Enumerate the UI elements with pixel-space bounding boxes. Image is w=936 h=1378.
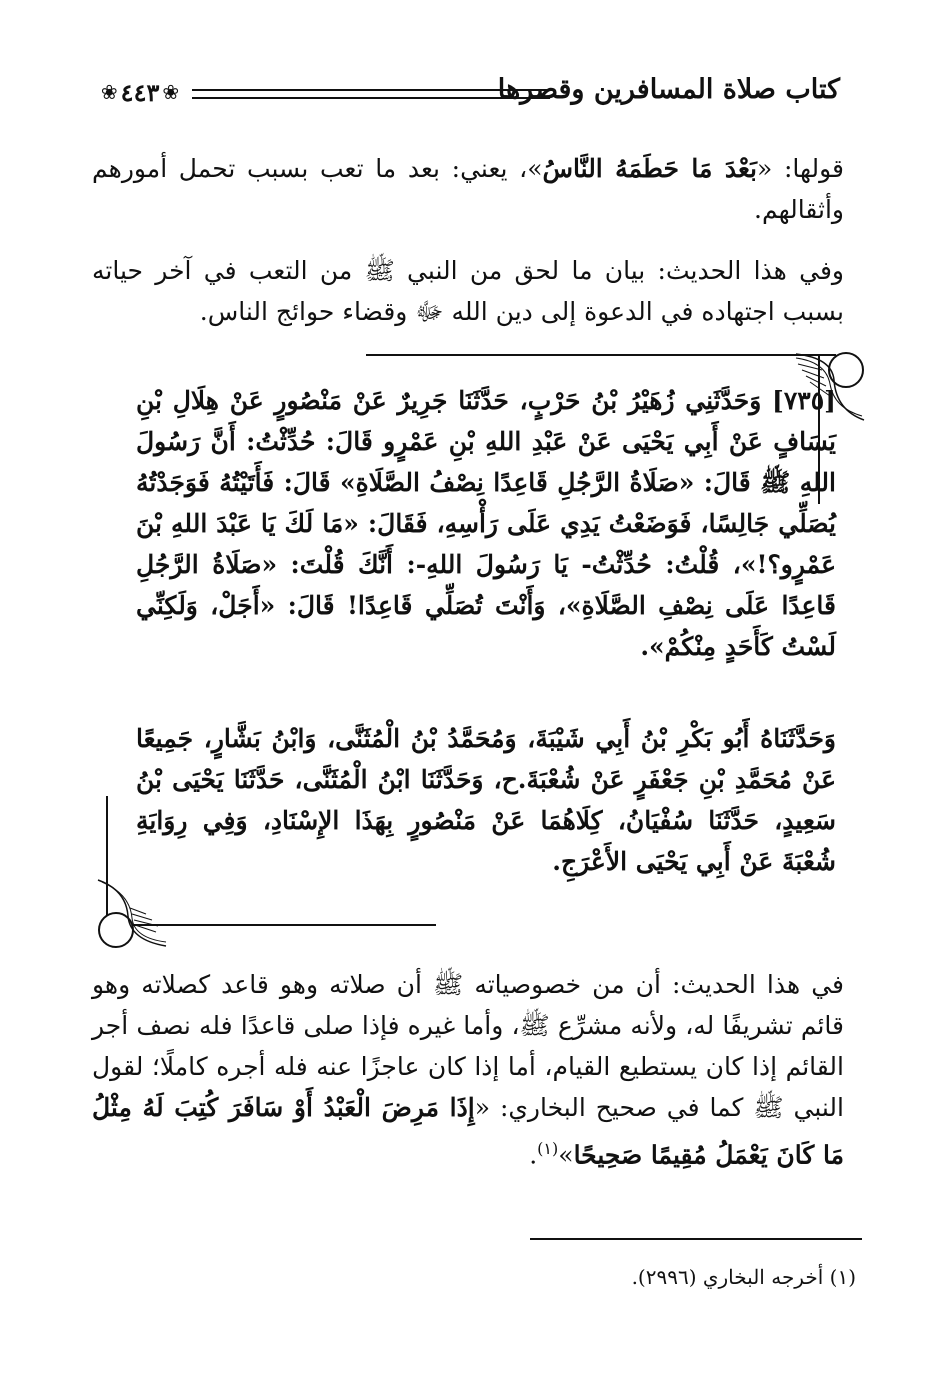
frame-top-line [366,354,836,356]
hadith-text-chain: وَحَدَّثَنَاهُ أَبُو بَكْرِ بْنُ أَبِي شَيْبَةَ، وَمُحَمَّدُ بْنُ الْمُثَنَّى، وَابْنُ بَشَّارٍ، جَمِيعًا عَنْ مُحَمَّدِ بْنِ جَعْفَرٍ عَنْ شُعْبَةَ.ح، وَحَدَّثَنَا ابْنُ الْمُثَنَّى، حَدَّثَنَا يَحْيَى بْنُ سَعِيدٍ، حَدَّثَنَا سُفْيَانُ، كِلَاهُمَا عَنْ مَنْصُورٍ بِهَذَا الإِسْنَادِ، وَفِي رِوَايَةِ شُعْبَةَ عَنْ أَبِي يَحْيَى الأَعْرَجِ. [136,724,836,876]
commentary-paragraph-1 [92,148,844,230]
paragraph-end: . [529,1140,538,1170]
floral-ornament-icon: ❀ [162,80,180,104]
page-header [92,72,840,116]
frame-corner-ornament-icon [96,876,170,950]
commentary-paragraph-2: وفي هذا الحديث: بيان ما لحق من النبي ﷺ من التعب في آخر حياته بسبب اجتهاده في الدعوة إلى دين الله ﷻ وقضاء حوائج الناس. [92,256,844,326]
chapter-title: كتاب صلاة المسافرين وقصرها [497,74,840,105]
floral-ornament-icon: ❀ [100,80,118,104]
quote-close: » [558,1140,574,1170]
quoted-phrase: بَعْدَ مَا حَطَمَهُ النَّاسُ [542,154,757,183]
hadith-text-main: [٧٣٥] وَحَدَّثَنِي زُهَيْرُ بْنُ حَرْبٍ، حَدَّثَنَا جَرِيرٌ عَنْ مَنْصُورٍ عَنْ هِلَالِ بْنِ يَسَافٍ عَنْ أَبِي يَحْيَى عَنْ عَبْدِ اللهِ بْنِ عَمْرٍو قَالَ: حُدِّثْتُ: أَنَّ رَسُولَ اللهِ ﷺ قَالَ: «صَلَاةُ الرَّجُلِ قَاعِدًا نِصْفُ الصَّلَاةِ» قَالَ: فَأَتَيْتُهُ فَوَجَدْتُهُ يُصَلِّي جَالِسًا، فَوَضَعْتُ يَدِي عَلَى رَأْسِهِ، فَقَالَ: «مَا لَكَ يَا عَبْدَ اللهِ بْنَ عَمْرٍو؟!»، قُلْتُ: حُدِّثْتُ- يَا رَسُولَ اللهِ-: أَنَّكَ قُلْتَ: «صَلَاةُ الرَّجُلِ قَاعِدًا عَلَى نِصْفِ الصَّلَاةِ»، وَأَنْتَ تُصَلِّي قَاعِدًا! قَالَ: «أَجَلْ، وَلَكِنِّي لَسْتُ كَأَحَدٍ مِنْكُمْ». [136,386,836,661]
page-number: ٤٤٣ [120,77,160,107]
commentary-paragraph-3 [92,964,844,1175]
paragraph-text: قولها: « [756,154,844,183]
footnote-rule [530,1238,862,1240]
quoted-hadith: إِذَا مَرِضَ الْعَبْدُ أَوْ سَافَرَ كُتِبَ لَهُ مِثْلُ مَا كَانَ يَعْمَلُ مُقِيمًا صَحِيحًا [92,1093,844,1170]
paragraph-text: »، يعني: بعد ما تعب بسبب تحمل أمورهم وأثقالهم. [92,154,844,224]
frame-bottom-line [126,924,436,926]
page-number-ornament [92,72,188,112]
paragraph-text: في هذا الحديث: أن من خصوصياته ﷺ أن صلاته وهو قاعد كصلاته وهو قائم تشريفًا له، ولأنه مشرِّع ﷺ، وأما غيره فإذا صلى قاعدًا فله نصف أجر القائم إذا كان يستطيع القيام، أما إذا كان عاجزًا عنه فله أجره كاملًا؛ لقول النبي ﷺ كما في صحيح البخاري: « [92,970,844,1122]
header-rule [192,89,550,99]
footnote-marker: (١) [537,1139,559,1158]
footnote: (١) أخرجه البخاري (٢٩٩٦). [631,1265,856,1289]
